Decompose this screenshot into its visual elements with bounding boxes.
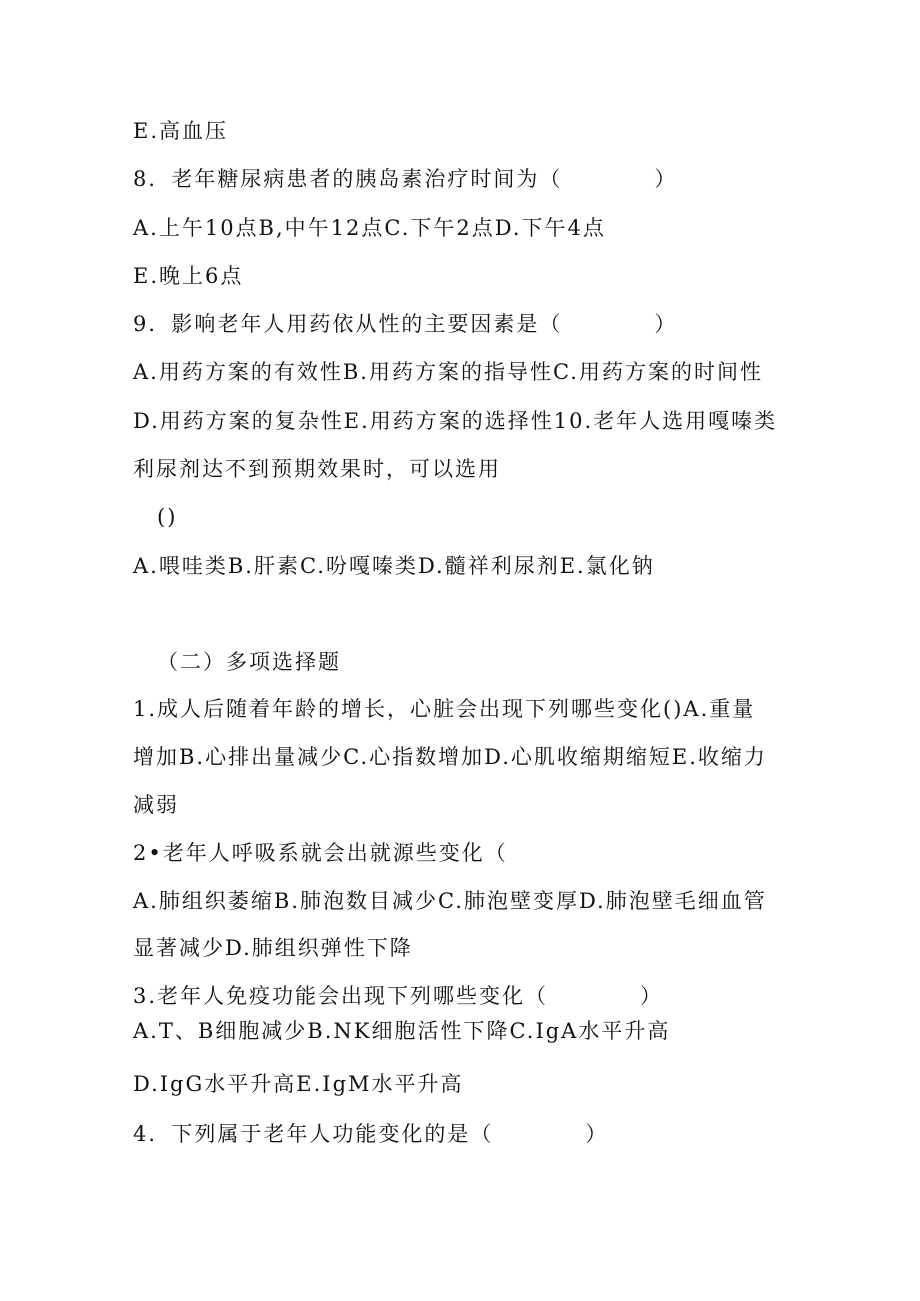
- mq-4: 4．下列属于老年人功能变化的是（ ）: [133, 1122, 609, 1146]
- mq-3: 3.老年人免疫功能会出现下列哪些变化（ ）: [133, 984, 664, 1008]
- mq-2-options-cont: 显著减少D.肺组织弹性下降: [133, 936, 413, 960]
- mq-3-options: A.T、B细胞减少B.NK细胞活性下降C.IgA水平升高: [133, 1019, 671, 1043]
- question-9-options: A.用药方案的有效性B.用药方案的指导性C.用药方案的时间性: [133, 360, 763, 384]
- question-9: 9．影响老年人用药依从性的主要因素是（ ）: [133, 312, 678, 336]
- question-8-options: A.上午10点B,中午12点C.下午2点D.下午4点: [133, 216, 606, 240]
- mq-2-options: A.肺组织萎缩B.肺泡数目减少C.肺泡壁变厚D.肺泡壁毛细血管: [133, 889, 767, 913]
- mq-1-options-cont: 减弱: [133, 793, 179, 817]
- question-8: 8．老年糖尿病患者的胰岛素治疗时间为（ ）: [133, 167, 678, 191]
- mq-1: 1.成人后随着年龄的增长，心脏会出现下列哪些变化()A.重量: [133, 697, 756, 721]
- mq-3-options-cont: D.IgG水平升高E.IgM水平升高: [133, 1072, 464, 1096]
- mq-1-options: 增加B.心排出量减少C.心指数增加D.心肌收缩期缩短E.收缩力: [133, 745, 767, 769]
- question-9-options-cont: D.用药方案的复杂性E.用药方案的选择性10.老年人选用嘎嗪类: [133, 409, 778, 433]
- question-10-cont: 利尿剂达不到预期效果时，可以选用: [133, 457, 501, 481]
- answer-blank: (): [157, 505, 178, 529]
- question-8-option-e: E.晚上6点: [133, 264, 244, 288]
- mq-2: 2•老年人呼吸系就会出就源些变化（: [133, 841, 508, 865]
- text-line: E.高血压: [133, 119, 229, 143]
- section-heading: （二）多项选择题: [157, 650, 341, 674]
- question-10-options: A.喂哇类B.肝素C.吩嘎嗪类D.髓祥利尿剂E.氯化钠: [133, 554, 655, 578]
